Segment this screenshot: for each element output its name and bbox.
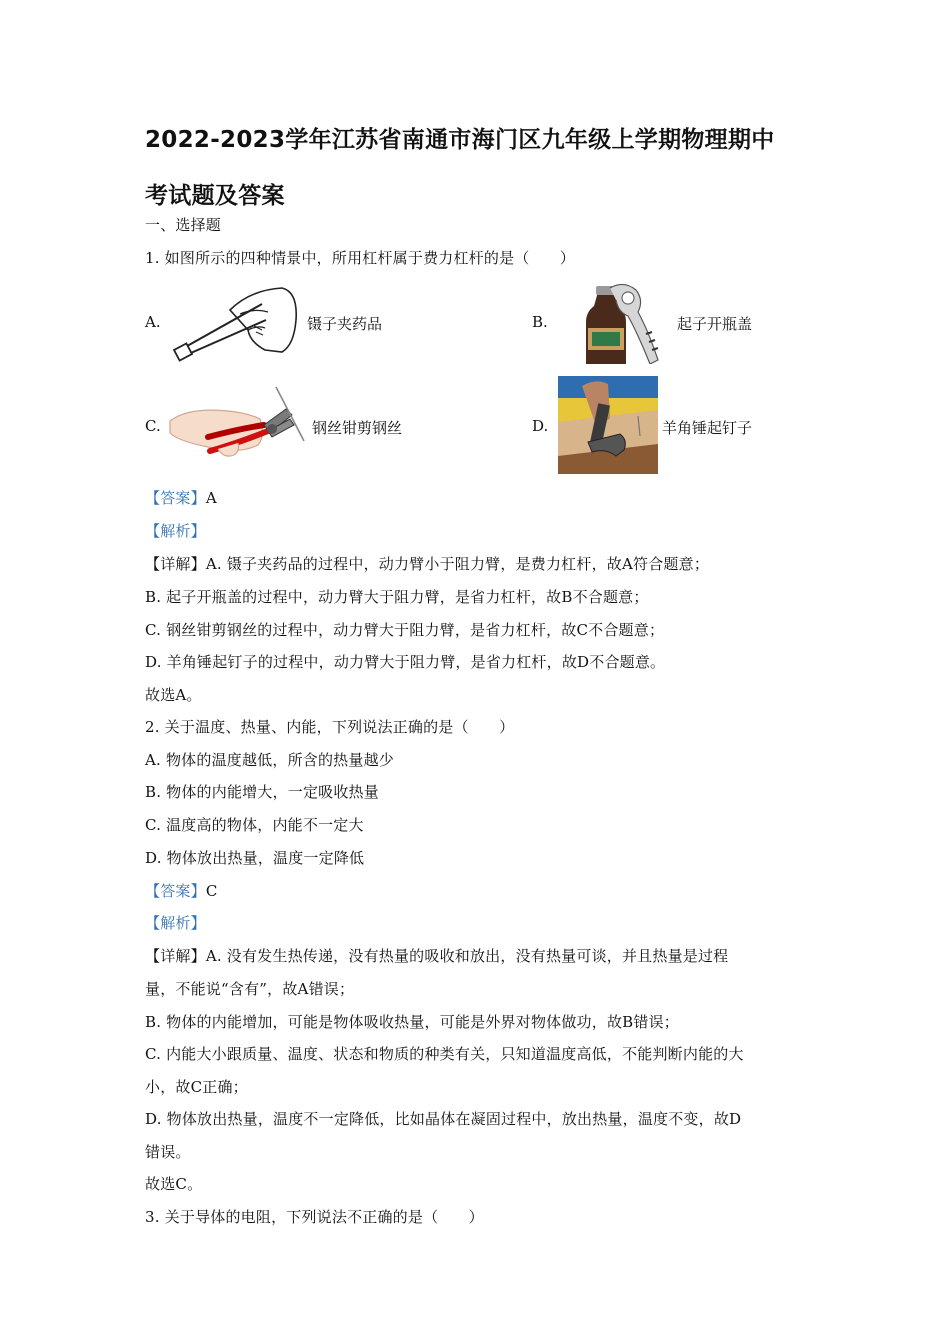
q1-option-d-label: D. bbox=[532, 417, 549, 435]
detail-text: A. 没有发生热传递，没有热量的吸收和放出，没有热量可谈，并且热量是过程 bbox=[205, 947, 729, 965]
q1-detail-1 bbox=[145, 554, 709, 574]
bottle-opener-image bbox=[558, 282, 673, 364]
q1-detail-2: B. 起子开瓶盖的过程中，动力臂大于阻力臂，是省力杠杆，故B不合题意； bbox=[145, 588, 649, 606]
q1-option-c-label: C. bbox=[145, 417, 161, 435]
q2-detail-4: C. 内能大小跟质量、温度、状态和物质的种类有关，只知道温度高低，不能判断内能的大 bbox=[145, 1045, 744, 1063]
q2-analysis-tag: 【解析】 bbox=[145, 914, 206, 932]
claw-hammer-image bbox=[558, 376, 658, 474]
detail-tag: 【详解】 bbox=[145, 555, 206, 573]
answer-tag: 【答案】 bbox=[145, 882, 206, 900]
tweezers-image bbox=[170, 280, 300, 365]
q1-option-d-text: 羊角锤起钉子 bbox=[662, 419, 753, 437]
q1-conclusion: 故选A。 bbox=[145, 686, 202, 704]
q2-answer bbox=[145, 881, 218, 901]
q2-detail-5: 小，故C正确； bbox=[145, 1078, 248, 1096]
answer-tag: 【答案】 bbox=[145, 489, 206, 507]
q2-conclusion: 故选C。 bbox=[145, 1175, 203, 1193]
q2-detail-6: D. 物体放出热量，温度不一定降低，比如晶体在凝固过程中，放出热量，温度不变，故D bbox=[145, 1110, 742, 1128]
title-line-2: 考试题及答案 bbox=[145, 183, 285, 209]
q1-option-b-label: B. bbox=[532, 313, 548, 331]
detail-text: A. 镊子夹药品的过程中，动力臂小于阻力臂，是费力杠杆，故A符合题意； bbox=[205, 555, 710, 573]
q1-option-a-text: 镊子夹药品 bbox=[307, 315, 383, 333]
q1-detail-4: D. 羊角锤起钉子的过程中，动力臂大于阻力臂，是省力杠杆，故D不合题意。 bbox=[145, 653, 666, 671]
q2-detail-7: 错误。 bbox=[145, 1143, 191, 1161]
document-title bbox=[145, 112, 825, 224]
q2-option-c: C. 温度高的物体，内能不一定大 bbox=[145, 816, 364, 834]
detail-tag: 【详解】 bbox=[145, 947, 206, 965]
question-1-stem: 1. 如图所示的四种情景中，所用杠杆属于费力杠杆的是（ ） bbox=[145, 249, 576, 267]
question-3-stem: 3. 关于导体的电阻，下列说法不正确的是（ ） bbox=[145, 1208, 484, 1226]
q1-option-b-text: 起子开瓶盖 bbox=[677, 315, 753, 333]
q2-detail-1 bbox=[145, 946, 728, 966]
q2-option-a: A. 物体的温度越低，所含的热量越少 bbox=[145, 751, 394, 769]
section-heading: 一、选择题 bbox=[145, 216, 222, 234]
answer-value: A bbox=[205, 489, 217, 507]
question-2-stem: 2. 关于温度、热量、内能，下列说法正确的是（ ） bbox=[145, 718, 515, 736]
wire-pliers-image bbox=[168, 385, 308, 463]
q1-detail-3: C. 钢丝钳剪钢丝的过程中，动力臂大于阻力臂，是省力杠杆，故C不合题意； bbox=[145, 621, 665, 639]
q1-option-c-text: 钢丝钳剪钢丝 bbox=[312, 419, 403, 437]
q1-option-a-label: A. bbox=[145, 313, 161, 331]
answer-value: C bbox=[205, 882, 218, 900]
q2-detail-2: 量，不能说“含有”，故A错误； bbox=[145, 980, 355, 998]
title-line-1: 2022-2023学年江苏省南通市海门区九年级上学期物理期中 bbox=[145, 127, 775, 153]
q1-answer bbox=[145, 488, 217, 508]
q1-analysis-tag: 【解析】 bbox=[145, 522, 206, 540]
q2-detail-3: B. 物体的内能增加，可能是物体吸收热量，可能是外界对物体做功，故B错误； bbox=[145, 1013, 679, 1031]
q2-option-d: D. 物体放出热量，温度一定降低 bbox=[145, 849, 365, 867]
q2-option-b: B. 物体的内能增大，一定吸收热量 bbox=[145, 783, 379, 801]
